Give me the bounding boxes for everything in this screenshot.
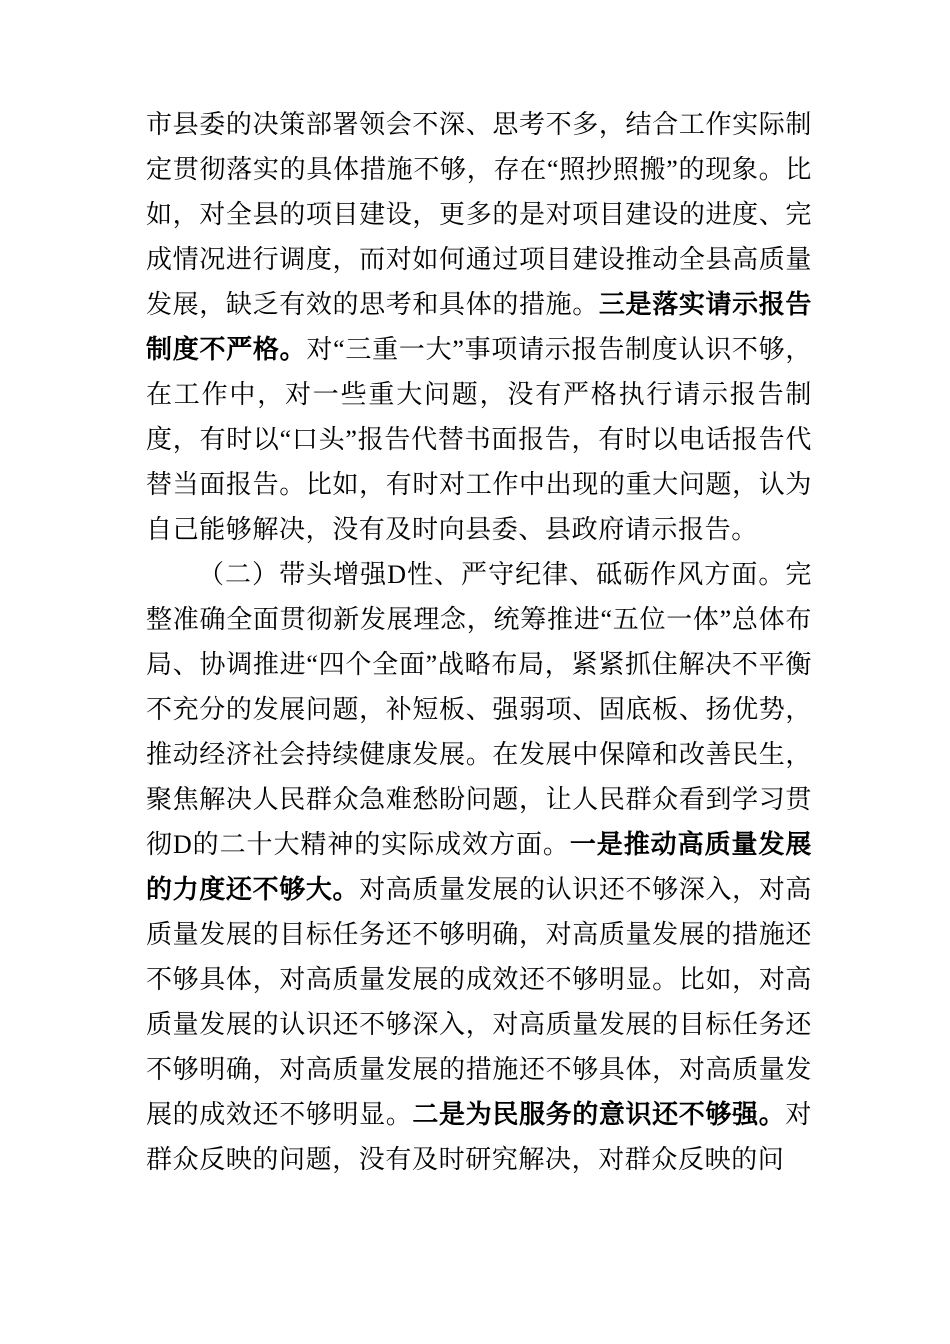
paragraph-1 <box>146 102 812 552</box>
body-text: 市县委的决策部署领会不深、思考不多，结合工作实际制定贯彻落实的具体措施不够，存在“照抄照搬”的现象。比如，对全县的项目建设，更多的是对项目建设的进度、完成情况进行调度，而对如何通过项目建设推动全县高质量发展，缺乏有效的思考和具体的措施。 <box>146 110 812 319</box>
emphasis-bold-text: 二是为民服务的意识还不够强。 <box>412 1100 786 1129</box>
body-text: 对群众反映的问题，没有及时研究解决，对群众反映的问 <box>146 1100 812 1174</box>
emphasis-bold-text: 三是落实请示报告制度不严格。 <box>146 290 812 364</box>
emphasis-bold-text: 一是推动高质量发展的力度还不够大。 <box>146 830 812 904</box>
body-text: 完整准确全面贯彻新发展理念，统筹推进“五位一体”总体布局、协调推进“四个全面”战略布局，紧紧抓住解决不平衡不充分的发展问题，补短板、强弱项、固底板、扬优势，推动经济社会持续健康发展。在发展中保障和改善民生，聚焦解决人民群众急难愁盼问题，让人民群众看到学习贯彻D的二十大精神的实际成效方面。 <box>146 560 812 859</box>
body-text: 对“三重一大”事项请示报告制度认识不够，在工作中，对一些重大问题，没有严格执行请示报告制度，有时以“口头”报告代替书面报告，有时以电话报告代替当面报告。比如，有时对工作中出现的重大问题，认为自己能够解决，没有及时向县委、县政府请示报告。 <box>146 335 812 544</box>
body-text: 对高质量发展的认识还不够深入，对高质量发展的目标任务还不够明确，对高质量发展的措施还不够具体，对高质量发展的成效还不够明显。比如，对高质量发展的认识还不够深入，对高质量发展的目标任务还不够明确，对高质量发展的措施还不够具体，对高质量发展的成效还不够明显。 <box>146 875 812 1129</box>
paragraph-2 <box>146 552 812 1182</box>
document-body <box>146 102 812 1182</box>
section-heading: （二）带头增强D性、严守纪律、砥砺作风方面。 <box>198 560 786 589</box>
